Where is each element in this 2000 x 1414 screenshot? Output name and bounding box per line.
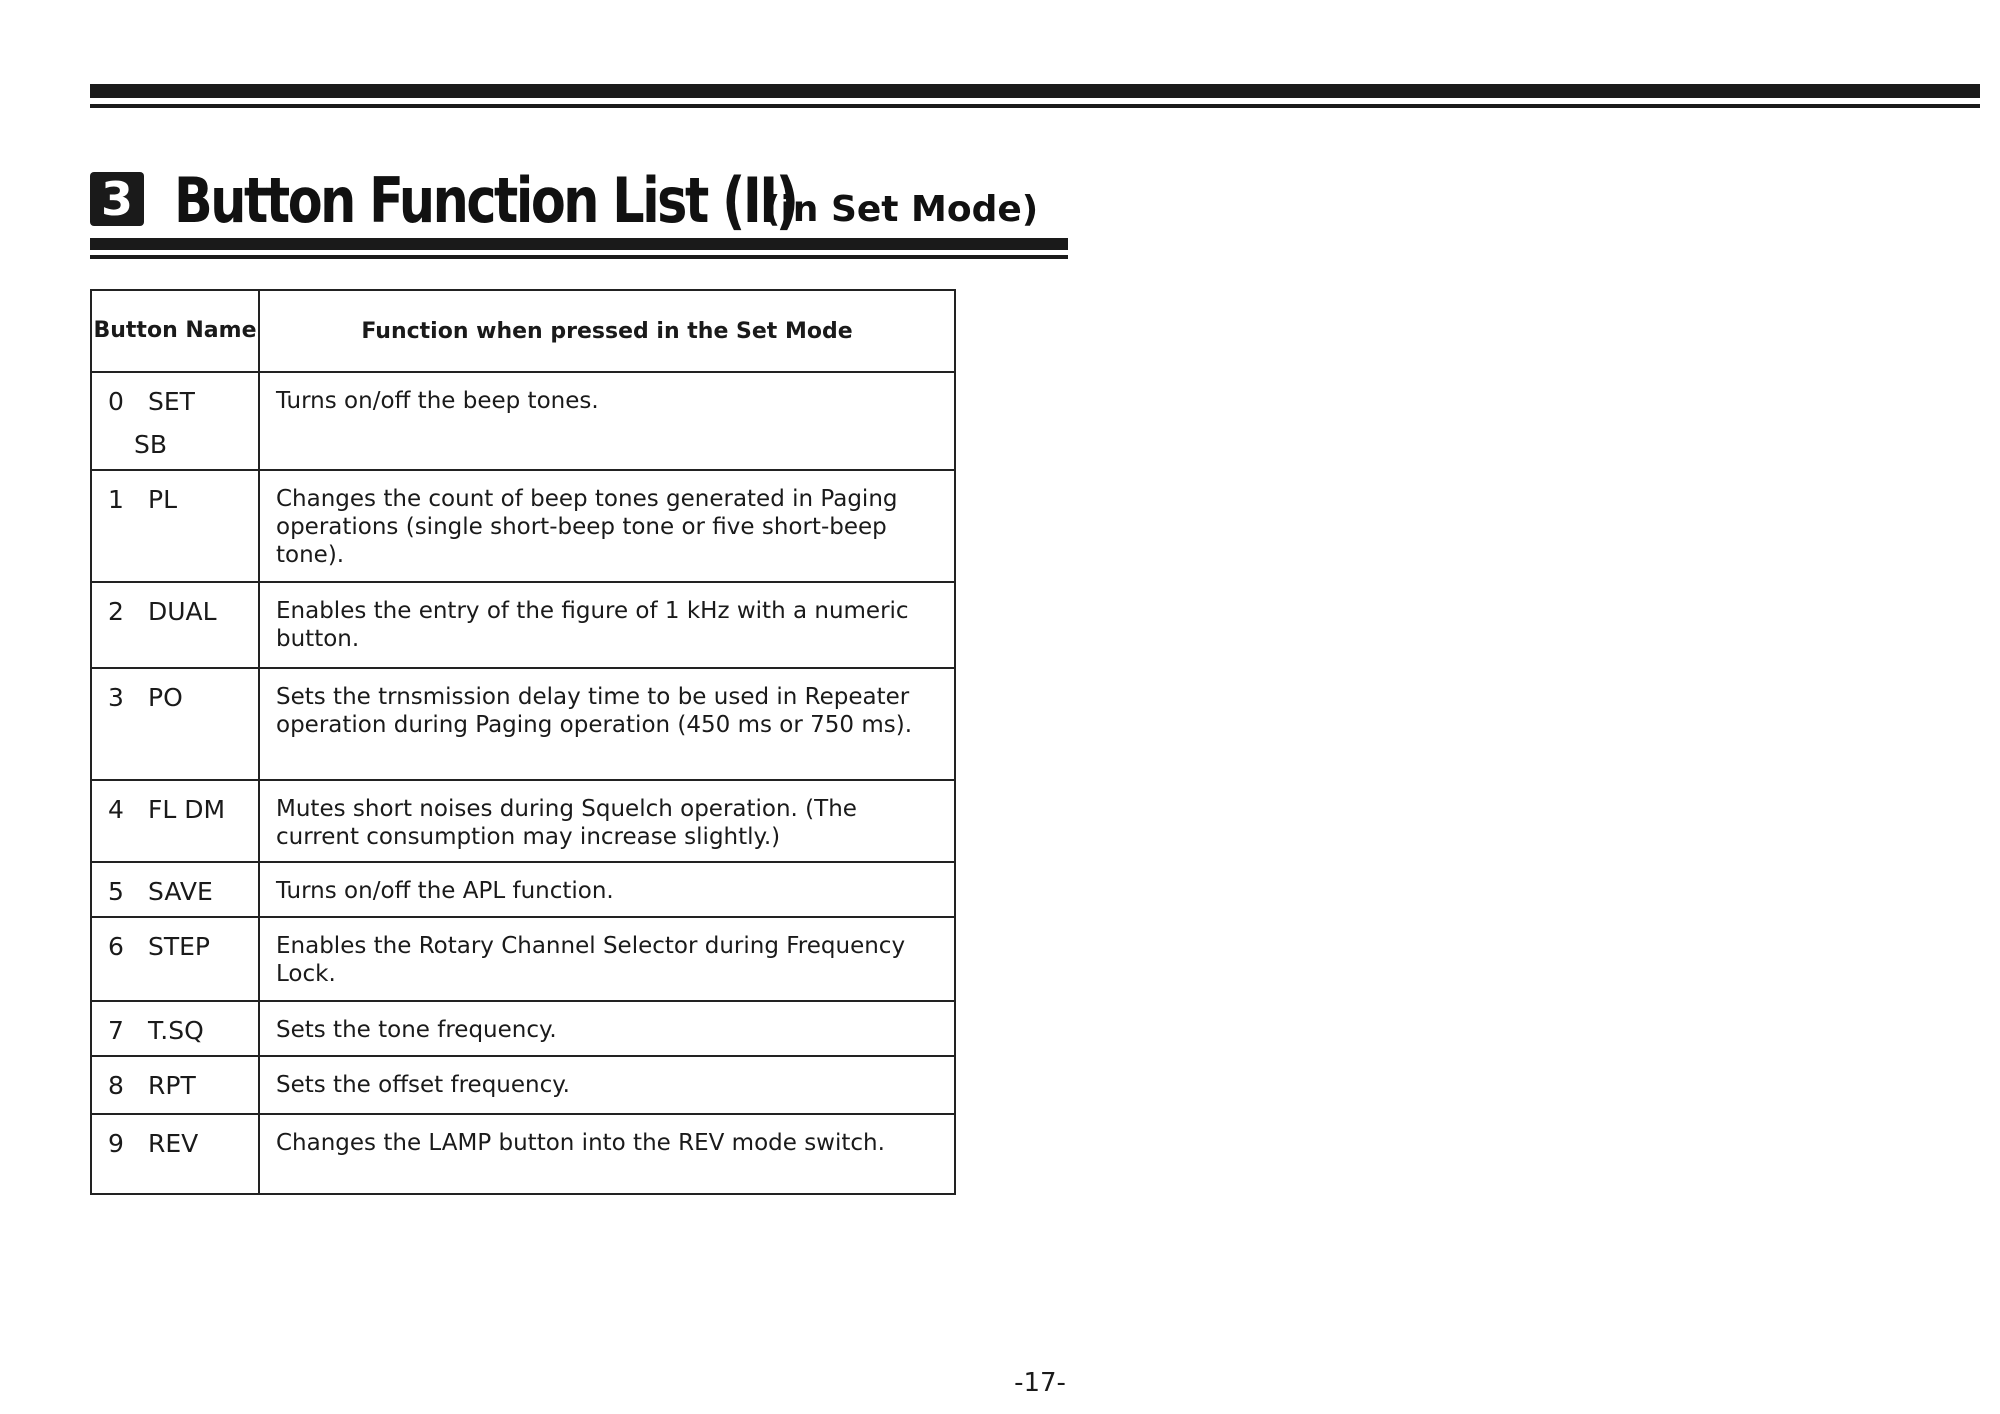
button-number: 3: [108, 683, 124, 712]
function-description: Changes the LAMP button into the REV mode switch.: [259, 1114, 955, 1194]
button-label: DUAL: [148, 597, 217, 626]
section-subtitle: (in Set Mode): [764, 189, 1039, 230]
table-row: [91, 862, 955, 917]
button-number: 4: [108, 795, 124, 824]
table-row: [91, 917, 955, 1001]
button-number: 1: [108, 485, 124, 514]
function-description: Sets the tone frequency.: [259, 1001, 955, 1056]
button-number: 8: [108, 1071, 124, 1100]
section-number-badge: 3: [90, 172, 144, 226]
header-button-name: Button Name: [91, 290, 259, 372]
table-row: [91, 780, 955, 862]
top-rule-thick: [90, 84, 1980, 98]
button-name-cell: [91, 1001, 259, 1056]
heading-rule-thin: [90, 255, 1068, 259]
heading-rule-thick: [90, 238, 1068, 250]
button-label: REV: [148, 1129, 199, 1158]
section-title: Button Function List (II): [174, 164, 797, 237]
function-description: Mutes short noises during Squelch operation. (The current consumption may increase slightly.): [259, 780, 955, 862]
button-name-cell: [91, 1056, 259, 1114]
button-label: FL DM: [148, 795, 226, 824]
button-number: 2: [108, 597, 124, 626]
button-name-cell: [91, 1114, 259, 1194]
button-name-cell: [91, 372, 259, 470]
section-heading: [90, 162, 1039, 237]
button-name-cell: [91, 582, 259, 668]
header-function: Function when pressed in the Set Mode: [259, 290, 955, 372]
button-number: 0: [108, 387, 124, 416]
table-row: [91, 1001, 955, 1056]
button-name-cell: [91, 862, 259, 917]
button-sublabel: SB: [134, 430, 168, 459]
button-number: 9: [108, 1129, 124, 1158]
button-name-cell: [91, 668, 259, 780]
function-description: Sets the trnsmission delay time to be used in Repeater operation during Paging operation (450 ms or 750 ms).: [259, 668, 955, 780]
button-label: T.SQ: [148, 1016, 204, 1045]
button-label: SET: [148, 387, 195, 416]
button-number: 7: [108, 1016, 124, 1045]
top-rule-thin: [90, 104, 1980, 108]
button-label: SAVE: [148, 877, 213, 906]
page-number: -17-: [1014, 1368, 1066, 1398]
button-label: PO: [148, 683, 183, 712]
function-description: Turns on/off the beep tones.: [259, 372, 955, 470]
button-number: 5: [108, 877, 124, 906]
table-row: [91, 582, 955, 668]
button-function-table: [90, 289, 956, 1195]
table-row: [91, 1114, 955, 1194]
table-row: [91, 668, 955, 780]
table-row: [91, 372, 955, 470]
button-label: RPT: [148, 1071, 196, 1100]
table-row: [91, 470, 955, 582]
button-name-cell: [91, 470, 259, 582]
function-description: Enables the Rotary Channel Selector during Frequency Lock.: [259, 917, 955, 1001]
button-label: STEP: [148, 932, 211, 961]
function-description: Sets the offset frequency.: [259, 1056, 955, 1114]
function-description: Turns on/off the APL function.: [259, 862, 955, 917]
button-label: PL: [148, 485, 178, 514]
table-header-row: [91, 290, 955, 372]
function-description: Changes the count of beep tones generated in Paging operations (single short-beep tone or five short-beep tone).: [259, 470, 955, 582]
button-number: 6: [108, 932, 124, 961]
table-row: [91, 1056, 955, 1114]
button-name-cell: [91, 917, 259, 1001]
button-name-cell: [91, 780, 259, 862]
function-description: Enables the entry of the figure of 1 kHz with a numeric button.: [259, 582, 955, 668]
